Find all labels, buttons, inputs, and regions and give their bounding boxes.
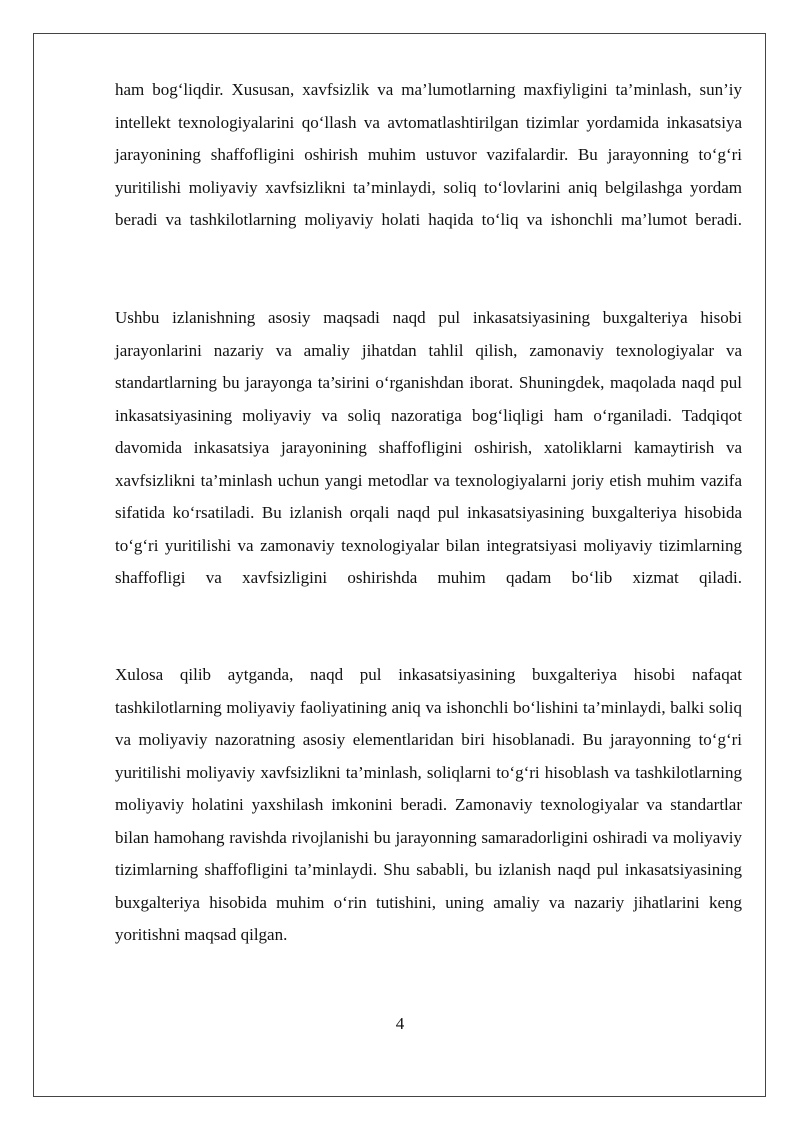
page-number: 4: [395, 1014, 405, 1033]
paragraph-continuation: ham bog‘liqdir. Xususan, xavfsizlik va ma’lumotlarning maxfiyligini ta’minlash, sun’iy intellekt texnologiyalarini qo‘llash va avtomatlashtirilgan tizimlar yordamida inkasatsiya jarayonining shaffofligini oshirish muhim ustuvor vazifalardir. Bu jarayonning to‘g‘ri yuritilishi moliyaviy xavfsizlikni ta’minlaydi, soliq to‘lovlarini aniq belgilashga yordam beradi va tashkilotlarning moliyaviy holati haqida to‘liq va ishonchli ma’lumot beradi.: [115, 80, 742, 229]
paragraph-conclusion: Xulosa qilib aytganda, naqd pul inkasatsiyasining buxgalteriya hisobi nafaqat tashkilotlarning moliyaviy faoliyatining aniq va ishonchli bo‘lishini ta’minlaydi, balki soliq va moliyaviy nazoratning asosiy elementlaridan biri hisoblanadi. Bu jarayonning to‘g‘ri yuritilishi moliyaviy xavfsizlikni ta’minlash, soliqlarni to‘g‘ri hisoblash va tashkilotlarning moliyaviy holatini yaxshilash imkonini beradi. Zamonaviy texnologiyalar va standartlar bilan hamohang ravishda rivojlanishi bu jarayonning samaradorligini oshiradi va moliyaviy tizimlarning shaffofligini ta’minlaydi. Shu sababli, bu izlanish naqd pul inkasatsiyasining buxgalteriya hisobida muhim o‘rin tutishini, uning amaliy va nazariy jihatlarini keng yoritishni maqsad qilgan.: [115, 665, 742, 944]
paragraph-research-aim: Ushbu izlanishning asosiy maqsadi naqd pul inkasatsiyasining buxgalteriya hisobi jarayonlarini nazariy va amaliy jihatdan tahlil qilish, zamonaviy texnologiyalar va standartlarning bu jarayonga ta’sirini o‘rganishdan iborat. Shuningdek, maqolada naqd pul inkasatsiyasining moliyaviy va soliq nazoratiga bog‘liqligi ham o‘rganiladi. Tadqiqot davomida inkasatsiya jarayonining shaffofligini oshirish, xatoliklarni kamaytirish va xavfsizlikni ta’minlash uchun yangi metodlar va texnologiyalarni joriy etish muhim vazifa sifatida ko‘rsatiladi. Bu izlanish orqali naqd pul inkasatsiyasining buxgalteriya hisobida to‘g‘ri yuritilishi va zamonaviy texnologiyalar bilan integratsiyasi moliyaviy tizimlarning shaffofligi va xavfsizligini oshirishda muhim qadam bo‘lib xizmat qiladi.: [115, 308, 742, 587]
